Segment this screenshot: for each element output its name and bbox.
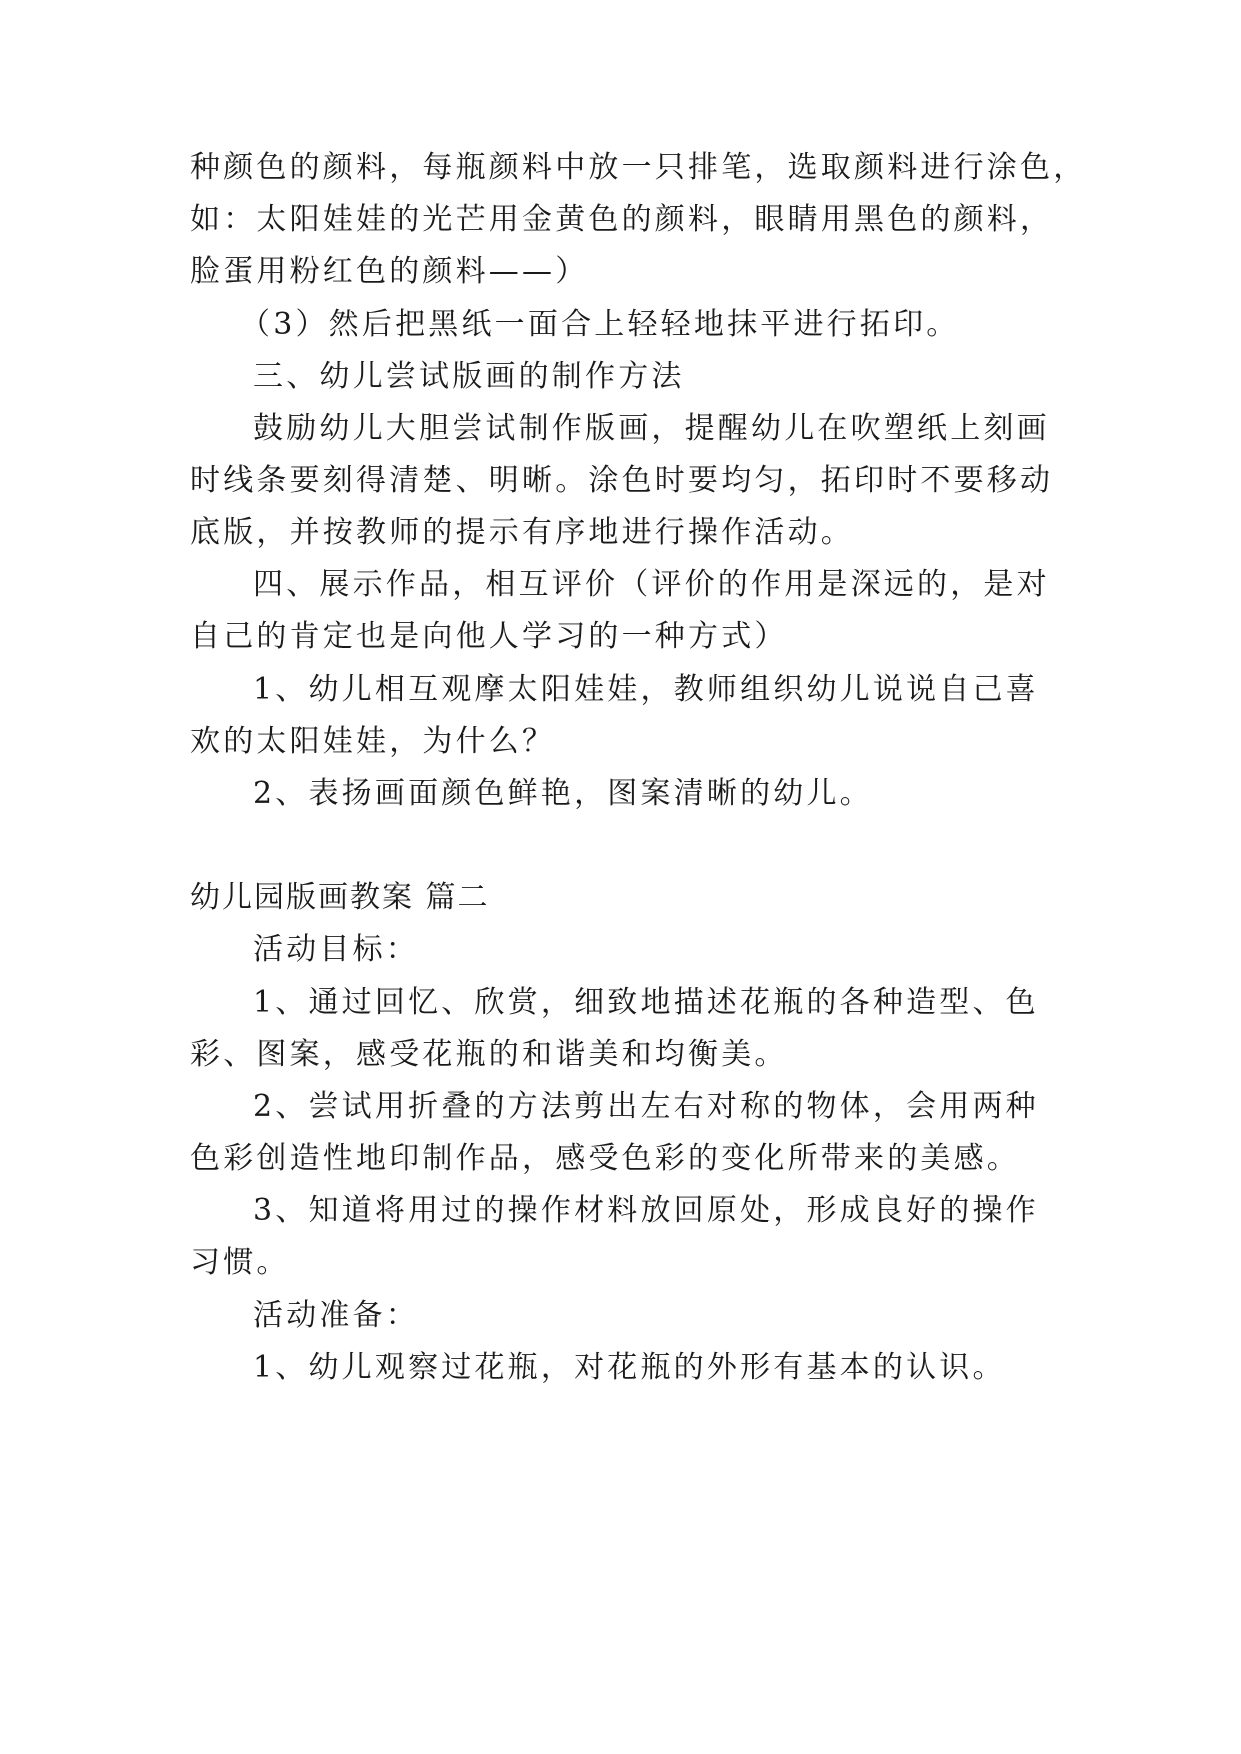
list-item: 1、幼儿相互观摩太阳娃娃，教师组织幼儿说说自己喜 bbox=[253, 672, 1039, 707]
list-item: 2、表扬画面颜色鲜艳，图案清晰的幼儿。 bbox=[253, 776, 873, 811]
paragraph-line: 如：太阳娃娃的光芒用金黄色的颜料，眼睛用黑色的颜料， bbox=[190, 202, 1054, 237]
paragraph-line: 自己的肯定也是向他人学习的一种方式） bbox=[190, 619, 788, 654]
paragraph-line: 底版，并按教师的提示有序地进行操作活动。 bbox=[190, 515, 854, 550]
paragraph-line: （3）然后把黑纸一面合上轻轻地抹平进行拓印。 bbox=[240, 307, 960, 342]
list-item: 1、通过回忆、欣赏，细致地描述花瓶的各种造型、色 bbox=[253, 985, 1039, 1020]
section-heading: 活动准备： bbox=[253, 1298, 419, 1333]
paragraph-line: 种颜色的颜料，每瓶颜料中放一只排笔，选取颜料进行涂色， bbox=[190, 150, 1087, 185]
list-item: 1、幼儿观察过花瓶，对花瓶的外形有基本的认识。 bbox=[253, 1350, 1006, 1385]
paragraph-line: 习惯。 bbox=[190, 1245, 290, 1280]
paragraph-line: 脸蛋用粉红色的颜料——） bbox=[190, 254, 589, 289]
section-heading: 四、展示作品，相互评价（评价的作用是深远的，是对 bbox=[253, 567, 1050, 602]
paragraph-line: 时线条要刻得清楚、明晰。涂色时要均匀，拓印时不要移动 bbox=[190, 463, 1054, 498]
document-title: 幼儿园版画教案 篇二 bbox=[190, 880, 490, 915]
paragraph-line: 欢的太阳娃娃，为什么？ bbox=[190, 724, 556, 759]
paragraph-line: 彩、图案，感受花瓶的和谐美和均衡美。 bbox=[190, 1037, 788, 1072]
paragraph-line: 色彩创造性地印制作品，感受色彩的变化所带来的美感。 bbox=[190, 1141, 1020, 1176]
paragraph-line: 鼓励幼儿大胆尝试制作版画，提醒幼儿在吹塑纸上刻画 bbox=[253, 411, 1050, 446]
section-heading: 三、幼儿尝试版画的制作方法 bbox=[253, 359, 685, 394]
list-item: 2、尝试用折叠的方法剪出左右对称的物体，会用两种 bbox=[253, 1089, 1039, 1124]
list-item: 3、知道将用过的操作材料放回原处，形成良好的操作 bbox=[253, 1193, 1039, 1228]
section-heading: 活动目标： bbox=[253, 932, 419, 967]
